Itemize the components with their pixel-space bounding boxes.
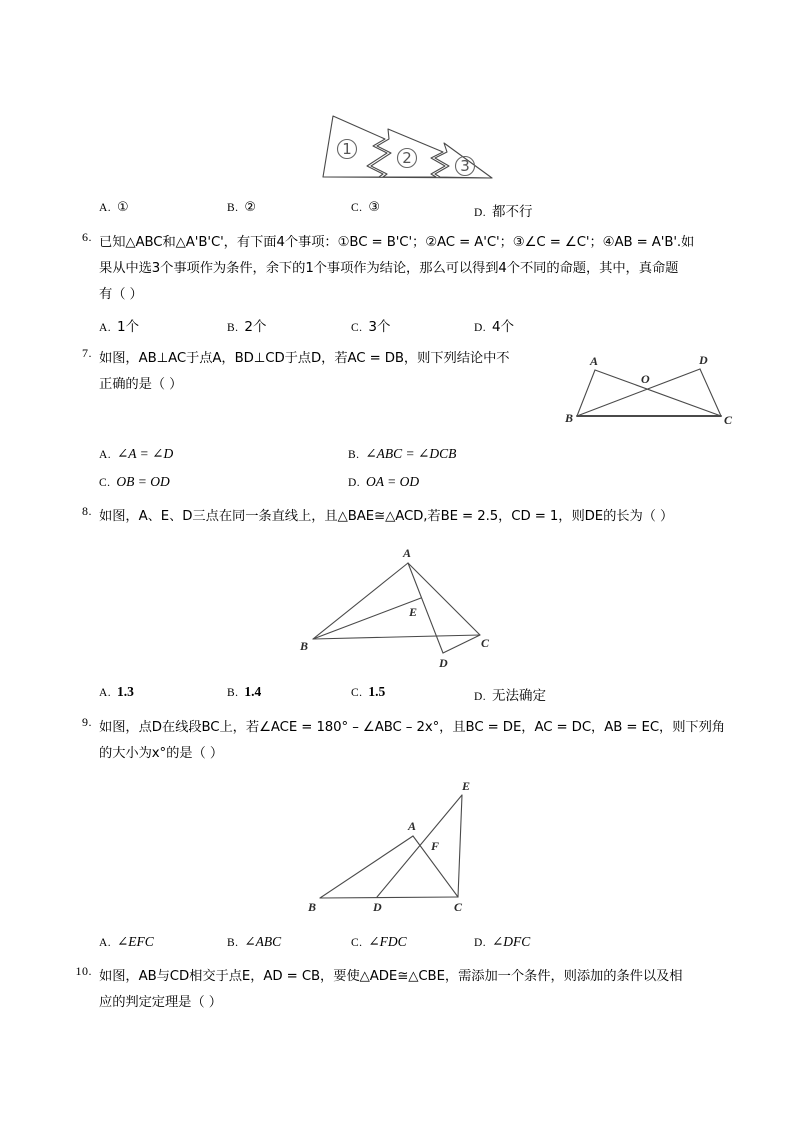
option-a[interactable] <box>99 684 134 700</box>
options-row-q7-top <box>0 446 794 472</box>
option-d-text: 无法确定 <box>491 688 546 704</box>
question-9-line-1: 如图，点D在线段BC上，若∠ACE = 180° – ∠ABC – 2x°，且BC = DE，AC = DC，AB = EC，则下列角 <box>99 720 725 735</box>
option-c-label: C. <box>351 202 363 214</box>
option-a[interactable] <box>99 446 173 462</box>
question-6-line-3: 有（ ） <box>99 287 143 302</box>
option-d-text: OA = OD <box>365 474 420 489</box>
option-b-text: ∠ABC = ∠DCB <box>365 446 457 461</box>
option-a-text: ① <box>116 200 129 215</box>
option-d-text: ∠DFC <box>491 934 531 949</box>
option-b[interactable] <box>227 200 256 215</box>
figure-q9 <box>305 778 500 918</box>
option-d-text: 都不行 <box>491 204 533 220</box>
label-C: C <box>454 900 463 914</box>
piece-1-badge <box>338 140 357 159</box>
option-c-text: ∠FDC <box>368 934 407 949</box>
svg-text:2: 2 <box>402 149 412 167</box>
option-b-text: ∠ABC <box>244 934 282 949</box>
option-d-text: 4个 <box>491 319 515 335</box>
label-E: E <box>462 779 471 793</box>
label-D: D <box>373 900 382 914</box>
options-row-q6 <box>0 315 794 341</box>
question-8-number: 8. <box>82 504 92 518</box>
option-a-label: A. <box>99 687 111 699</box>
option-d-label: D. <box>474 937 486 949</box>
figure-q7 <box>563 352 743 428</box>
question-7-line-1: 如图，AB⊥AC于点A，BD⊥CD于点D，若AC = DB，则下列结论中不 <box>99 351 510 366</box>
label-C: C <box>481 636 490 650</box>
option-a-label: A. <box>99 202 111 214</box>
option-a[interactable] <box>99 934 154 950</box>
option-a-text: ∠A = ∠D <box>116 446 174 461</box>
label-D: D <box>699 353 708 367</box>
label-O: O <box>641 372 650 386</box>
option-a-text: ∠EFC <box>116 934 154 949</box>
option-c-text: 3个 <box>368 319 391 335</box>
option-a-label: A. <box>99 322 111 334</box>
question-8-line-1: 如图，A、E、D三点在同一条直线上，且△BAE≅△ACD,若BE = 2.5，CD = 1，则DE的长为（ ） <box>99 509 674 524</box>
option-b-label: B. <box>227 322 239 334</box>
option-a-label: A. <box>99 937 111 949</box>
option-a-label: A. <box>99 449 111 461</box>
label-D: D <box>439 656 448 670</box>
option-a[interactable] <box>99 200 129 215</box>
option-b-text: 1.4 <box>244 684 262 699</box>
question-8-body <box>99 504 749 530</box>
question-9-body <box>99 715 749 767</box>
label-E: E <box>409 605 418 619</box>
option-c-label: C. <box>351 937 363 949</box>
question-10-line-1: 如图，AB与CD相交于点E，AD = CB，要使△ADE≅△CBE，需添加一个条件，则添加的条件以及相 <box>99 969 683 984</box>
option-c-label: C. <box>99 477 111 489</box>
options-row-q9 <box>0 934 794 960</box>
question-6-line-1: 已知△ABC和△A'B'C'，有下面4个事项：①BC = B'C'；②AC = A'C'；③∠C = ∠C'；④AB = A'B'.如 <box>99 235 695 250</box>
label-B: B <box>565 411 574 425</box>
option-a-text: 1.3 <box>116 684 134 699</box>
piece-2-badge <box>398 149 417 168</box>
option-b[interactable] <box>227 684 261 700</box>
options-row-q7-bottom <box>0 474 794 500</box>
option-c-label: C. <box>351 322 363 334</box>
option-b[interactable] <box>227 315 266 335</box>
option-d[interactable] <box>474 934 530 950</box>
option-c[interactable] <box>351 684 385 700</box>
piece-3-badge <box>456 157 475 176</box>
option-a[interactable] <box>99 315 139 335</box>
question-6-line-2: 果从中选3个事项作为条件，余下的1个事项作为结论，那么可以得到4个不同的命题，其中，真命题 <box>99 261 679 276</box>
options-row-q5 <box>0 200 794 226</box>
label-A: A <box>408 819 417 833</box>
option-c[interactable] <box>351 934 407 950</box>
option-c[interactable] <box>351 315 390 335</box>
option-d-label: D. <box>474 691 486 703</box>
question-7-number: 7. <box>82 346 92 360</box>
options-row-q8 <box>0 684 794 710</box>
option-b[interactable] <box>227 934 281 950</box>
question-7-line-2: 正确的是（ ） <box>99 377 183 392</box>
question-10-number: 10. <box>75 964 92 978</box>
label-F: F <box>431 839 440 853</box>
option-d[interactable] <box>474 684 546 704</box>
option-b-text: 2个 <box>244 319 267 335</box>
option-d-label: D. <box>348 477 360 489</box>
option-c[interactable] <box>99 474 170 490</box>
svg-text:1: 1 <box>342 140 352 158</box>
label-B: B <box>300 639 309 653</box>
option-d-label: D. <box>474 207 486 219</box>
option-c-text: ③ <box>368 200 381 215</box>
option-d[interactable] <box>348 474 419 490</box>
option-b-text: ② <box>244 200 257 215</box>
option-b-label: B. <box>227 202 239 214</box>
option-c-text: OB = OD <box>116 474 170 489</box>
label-A: A <box>590 354 599 368</box>
option-b[interactable] <box>348 446 456 462</box>
question-6-number: 6. <box>82 230 92 244</box>
question-9-number: 9. <box>82 715 92 729</box>
svg-text:3: 3 <box>460 157 470 175</box>
option-b-label: B. <box>348 449 360 461</box>
question-10-line-2: 应的判定定理是（ ） <box>99 995 222 1010</box>
question-6-body <box>99 230 749 308</box>
question-9-line-2: 的大小为x°的是（ ） <box>99 746 224 761</box>
label-B: B <box>308 900 317 914</box>
question-10-body <box>99 964 749 1016</box>
option-c-text: 1.5 <box>368 684 386 699</box>
option-b-label: B. <box>227 937 239 949</box>
option-c-label: C. <box>351 687 363 699</box>
figure-q8 <box>295 535 510 670</box>
option-d-label: D. <box>474 322 486 334</box>
option-d[interactable] <box>474 315 514 335</box>
option-b-label: B. <box>227 687 239 699</box>
label-C: C <box>724 413 733 427</box>
option-a-text: 1个 <box>116 319 140 335</box>
label-A: A <box>403 546 412 560</box>
option-c[interactable] <box>351 200 380 215</box>
figure-broken-triangle <box>295 96 505 186</box>
option-d[interactable] <box>474 200 532 220</box>
